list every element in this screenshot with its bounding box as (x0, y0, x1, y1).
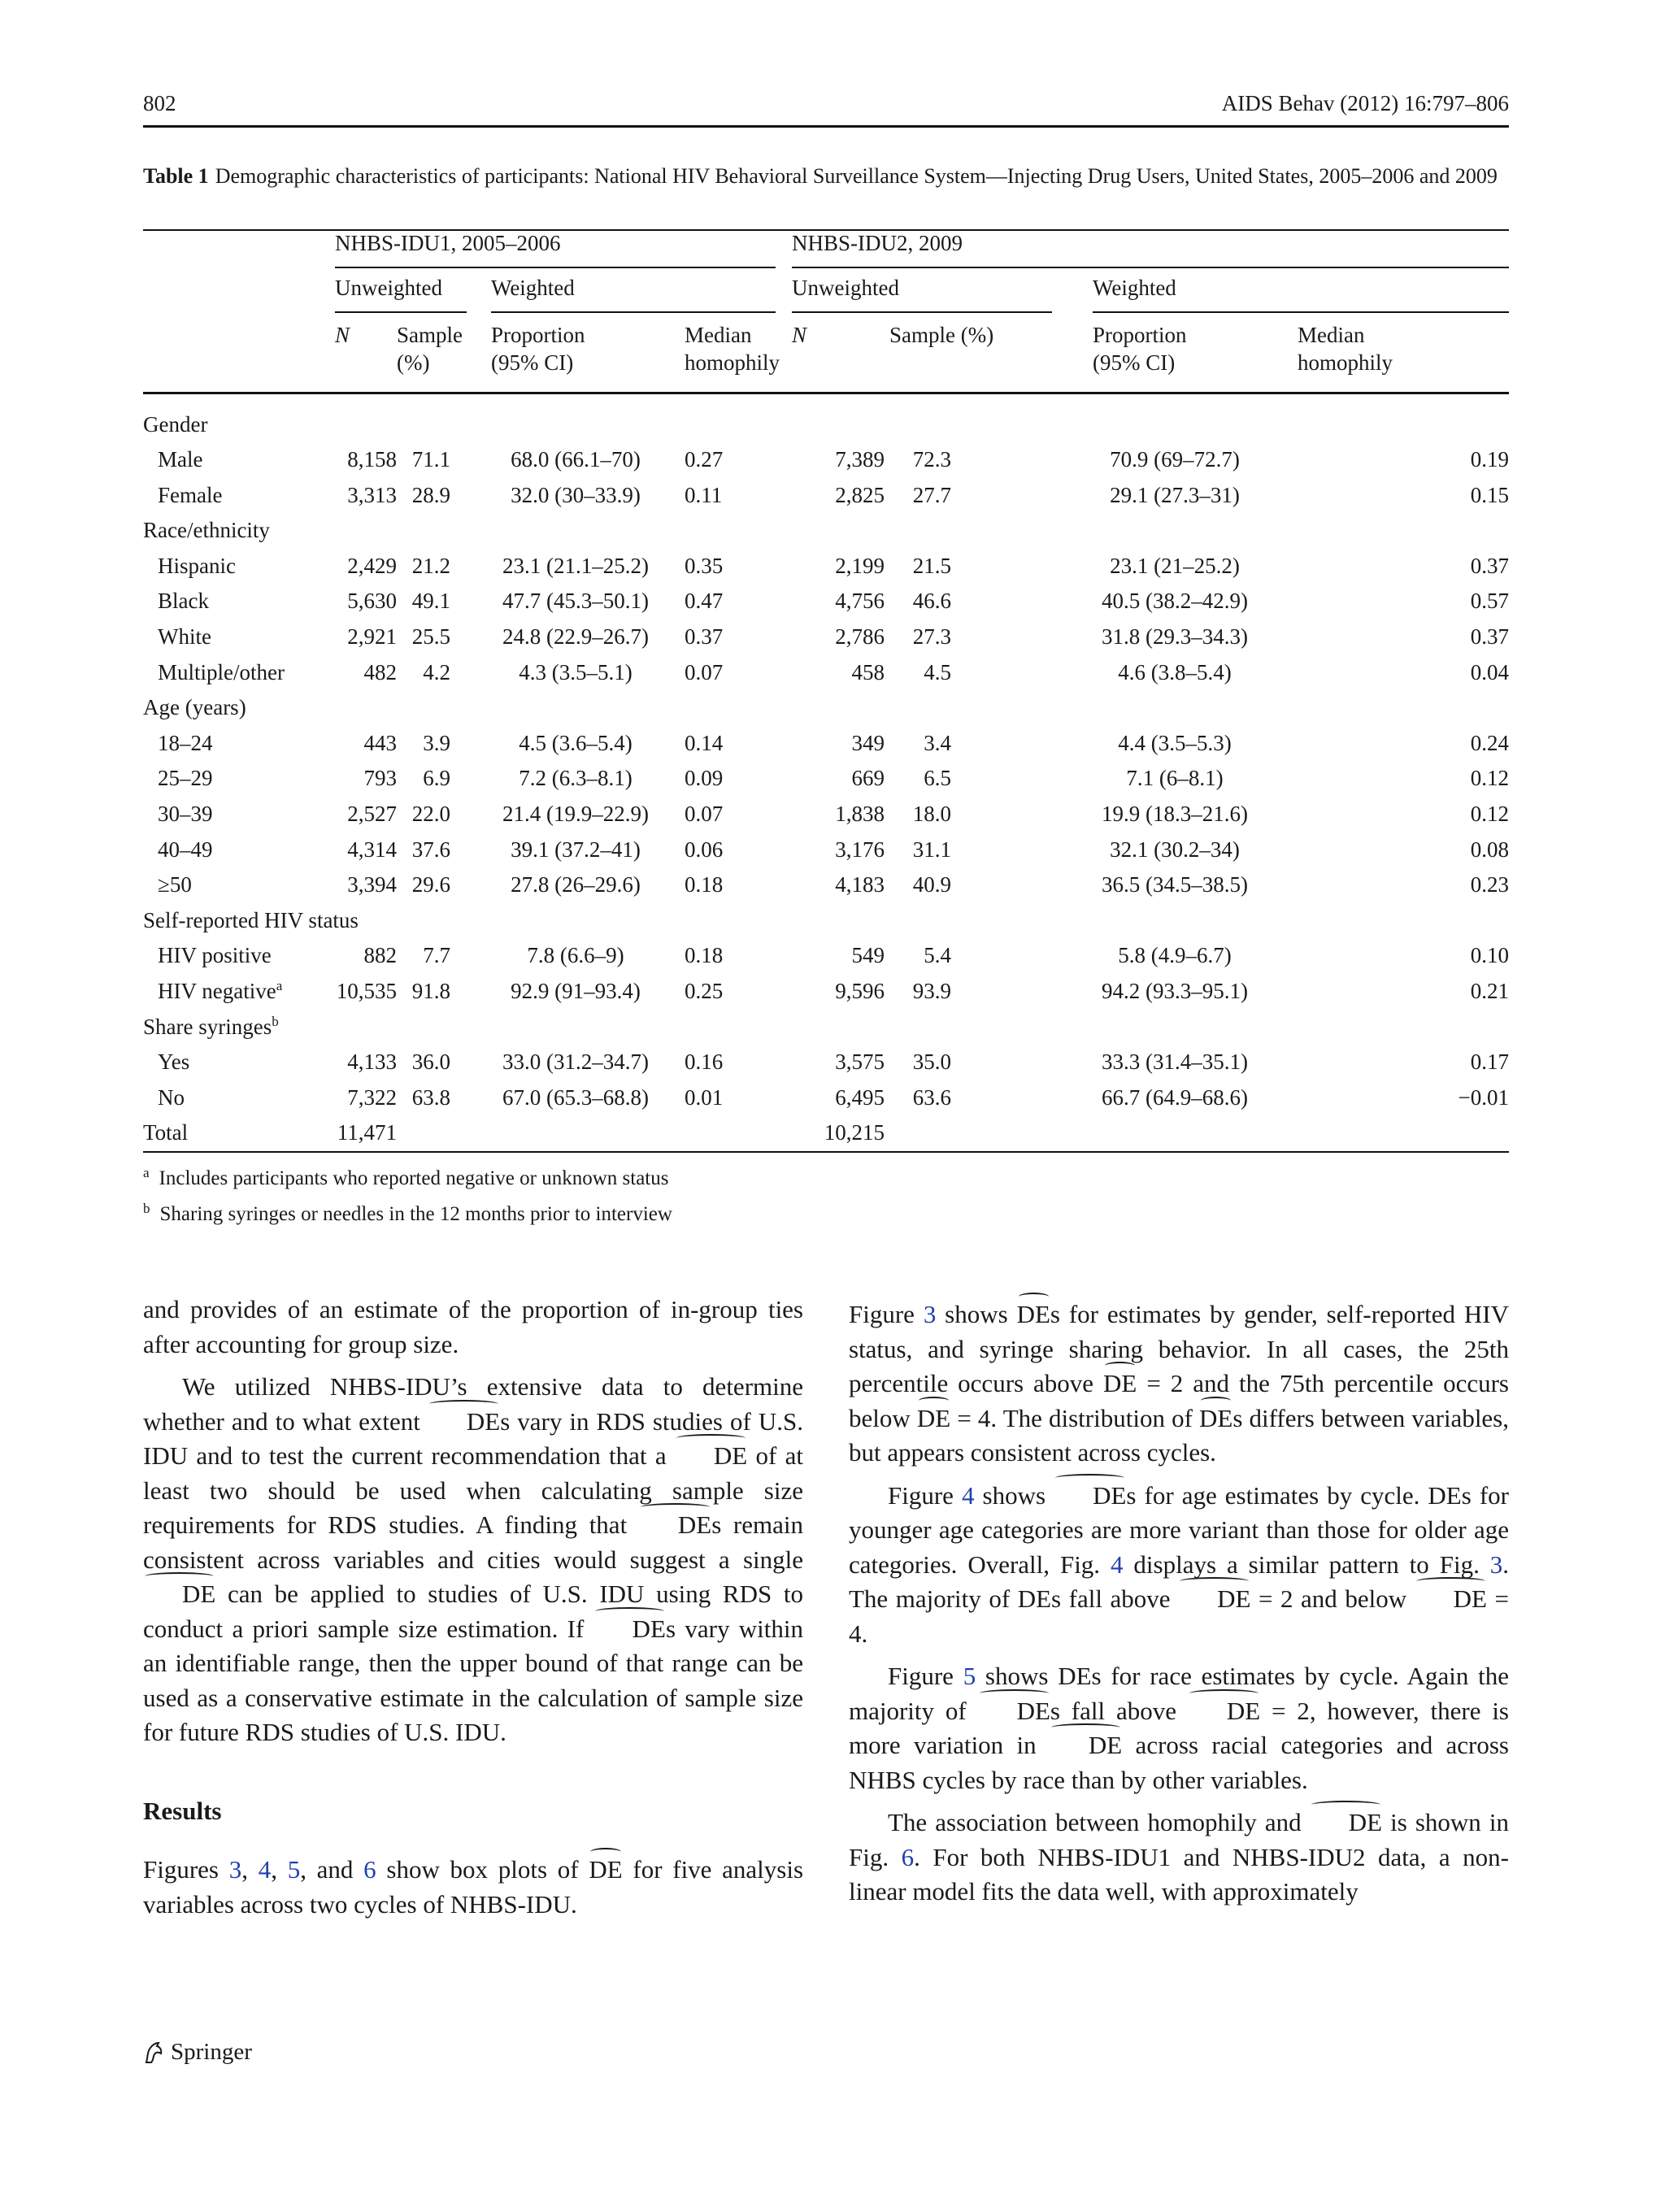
paragraph: Figure 4 shows DEs for age estimates by cycle. DEs for younger age categories are more variant than those for older age categories. Overall, Fig. 4 displays a similar pattern to Fig. 3. The majority of DEs fall above DE = 2 and below DE = 4. (849, 1479, 1509, 1652)
cell-n: 5,630 (347, 589, 397, 614)
group1-weighted-header: Weighted (491, 276, 792, 321)
cell-median-homophily: 0.16 (685, 1050, 724, 1075)
cell-proportion: 7.8 (6.6–9) (527, 943, 624, 968)
cell-spacer (951, 761, 1093, 797)
cell-proportion: 94.2 (93.3–95.1) (1102, 979, 1248, 1003)
cell-n: 2,921 (347, 624, 397, 650)
row-label: 40–49 (158, 837, 213, 862)
cell-proportion: 92.9 (91–93.4) (511, 979, 641, 1003)
table-total-row (143, 1115, 1509, 1152)
cell-proportion (1093, 1115, 1298, 1152)
cell-sample: 6.5 (924, 766, 952, 791)
cell-n: 4,133 (347, 1050, 397, 1075)
cell-n: 8,158 (347, 447, 397, 472)
cell-sample: 25.5 (411, 624, 450, 650)
figure-link[interactable]: 6 (363, 1855, 376, 1884)
cell-median-homophily: 0.12 (1470, 766, 1510, 791)
cell-spacer (951, 1115, 1093, 1152)
cell-sample (889, 1115, 951, 1152)
cell-sample: 35.0 (912, 1050, 952, 1075)
cell-proportion: 66.7 (64.9–68.6) (1102, 1084, 1248, 1110)
cell-proportion: 31.8 (29.3–34.3) (1102, 624, 1248, 650)
page-number: 802 (143, 91, 176, 115)
cell-spacer (951, 1080, 1093, 1116)
group1-label: NHBS-IDU1, 2005–2006 (335, 231, 776, 268)
left-column (143, 1293, 803, 1930)
cell-sample: 22.0 (411, 802, 450, 827)
cell-proportion: 67.0 (65.3–68.8) (502, 1084, 649, 1110)
cell-n: 3,394 (347, 872, 397, 897)
cell-proportion: 5.8 (4.9–6.7) (1118, 943, 1232, 968)
cell-n: 1,838 (835, 802, 885, 827)
row-label: Total (143, 1115, 335, 1152)
cell-proportion: 70.9 (69–72.7) (1110, 447, 1240, 472)
cell-median-homophily: 0.14 (685, 730, 724, 755)
cell-n: 2,527 (347, 802, 397, 827)
cell-spacer (951, 584, 1093, 619)
cell-sample: 40.9 (912, 872, 952, 897)
cell-spacer (951, 726, 1093, 762)
cell-median-homophily: 0.37 (685, 624, 724, 650)
cell-proportion: 39.1 (37.2–41) (511, 837, 641, 862)
table-category-row (143, 1010, 1509, 1045)
cell-proportion: 4.4 (3.5–5.3) (1118, 730, 1232, 755)
group2-weighted-header: Weighted (1093, 276, 1509, 321)
table-caption-text: Demographic characteristics of participants: National HIV Behavioral Surveillance System—Injecting Drug Users, United States, 2005–2006 and 2009 (215, 164, 1498, 188)
group1-unweighted-header: Unweighted (335, 276, 491, 321)
row-label: Black (158, 589, 209, 614)
cell-median-homophily: 0.24 (1470, 730, 1510, 755)
cell-proportion: 7.1 (6–8.1) (1126, 766, 1224, 791)
cell-proportion: 29.1 (27.3–31) (1110, 482, 1240, 507)
table-row (143, 619, 1509, 655)
cell-spacer (951, 1045, 1093, 1080)
cell-n: 882 (363, 943, 397, 968)
cell-sample: 46.6 (912, 589, 952, 614)
cell-median-homophily: 0.23 (1470, 872, 1510, 897)
section-heading-results: Results (143, 1796, 222, 1825)
cell-spacer (951, 549, 1093, 585)
col-proportion-2: Proportion (95% CI) (1093, 321, 1298, 393)
cell-median-homophily: 0.07 (685, 802, 724, 827)
figure-link[interactable]: 4 (961, 1480, 975, 1510)
row-filler (335, 513, 1509, 549)
paragraph: and provides of an estimate of the proportion of in-group ties after accounting for group size. (143, 1295, 803, 1358)
table-footnotes (143, 1161, 1509, 1232)
cell-sample: 49.1 (411, 589, 450, 614)
col-n-1: N (335, 321, 397, 393)
cell-median-homophily: 0.07 (685, 659, 724, 684)
table-row (143, 797, 1509, 832)
cell-sample: 3.9 (423, 730, 450, 755)
row-label: 18–24 (158, 730, 213, 755)
cell-proportion: 7.2 (6.3–8.1) (519, 766, 633, 791)
cell-median-homophily (1298, 1115, 1509, 1152)
cell-n: 7,389 (835, 447, 885, 472)
cell-median-homophily (685, 1115, 792, 1152)
cell-sample: 7.7 (423, 943, 450, 968)
figure-link[interactable]: 3 (228, 1855, 242, 1884)
table-row (143, 726, 1509, 762)
cell-sample: 37.6 (411, 837, 450, 862)
cell-median-homophily: 0.25 (685, 979, 724, 1003)
row-label: Share syringes$^b$ (143, 1013, 279, 1039)
cell-median-homophily: 0.08 (1470, 837, 1510, 862)
cell-median-homophily: 0.18 (685, 943, 724, 968)
row-label: 30–39 (158, 802, 213, 827)
row-label: Age (years) (143, 695, 246, 720)
row-filler (335, 903, 1509, 939)
cell-median-homophily: 0.01 (685, 1084, 724, 1110)
col-median-homophily-1: Median homophily (685, 321, 792, 393)
cell-median-homophily: 0.15 (1470, 482, 1510, 507)
cell-proportion (491, 1115, 685, 1152)
cell-sample: 63.8 (411, 1084, 450, 1110)
cell-median-homophily: −0.01 (1458, 1084, 1510, 1110)
cell-n: 3,313 (347, 482, 397, 507)
row-label: Hispanic (158, 553, 236, 578)
cell-proportion: 19.9 (18.3–21.6) (1102, 802, 1248, 827)
cell-n: 349 (851, 730, 885, 755)
cell-n: 6,495 (835, 1084, 885, 1110)
cell-n: 7,322 (347, 1084, 397, 1110)
cell-n: 458 (851, 659, 885, 684)
paragraph: We utilized NHBS-IDU’s extensive data to determine whether and to what extent DEs vary in RDS studies of U.S. IDU and to test the current recommendation that a DE of at least two should be used when calculating sample size requirements for RDS studies. A finding that DEs remain consistent across variables and cities would suggest a single DE can be applied to studies of U.S. IDU using RDS to conduct a priori sample size estimation. If DEs vary within an identifiable range, then the upper bound of that range can be used as a conservative estimate in the calculation of sample size for future RDS studies of U.S. IDU. (143, 1372, 804, 1746)
row-label: Race/ethnicity (143, 518, 270, 543)
cell-spacer (951, 442, 1093, 478)
table-row (143, 867, 1509, 903)
table-category-row (143, 513, 1509, 549)
paragraph: Figure 5 shows DEs for race estimates by cycle. Again the majority of DEs fall above DE = 2, however, there is more variation in DE across racial categories and across NHBS cycles by race than by other variables. (849, 1662, 1510, 1794)
cell-proportion: 4.5 (3.6–5.4) (519, 730, 633, 755)
table-row (143, 655, 1509, 691)
cell-proportion: 32.1 (30.2–34) (1110, 837, 1240, 862)
row-label: HIV negative$^a$ (158, 978, 283, 1003)
table-label: Table 1 (143, 164, 209, 188)
group2-unweighted-header: Unweighted (792, 276, 1093, 321)
cell-proportion: 4.6 (3.8–5.4) (1118, 659, 1232, 684)
paragraph: Figure 3 shows DEs for estimates by gender, self-reported HIV status, and syringe sharing behavior. In all cases, the 25th percentile occurs above DE = 2 and the 75th percentile occurs below DE = 4. The distribution of DEs differs between variables, but appears consistent across cycles. (849, 1297, 1509, 1471)
row-label: ≥50 (158, 872, 192, 897)
header-rule (143, 125, 1509, 128)
figure-link[interactable]: 5 (287, 1855, 301, 1884)
cell-proportion: 36.5 (34.5–38.5) (1102, 872, 1248, 897)
cell-median-homophily: 0.11 (685, 482, 723, 507)
row-filler (335, 690, 1509, 726)
publisher-name: Springer (171, 2039, 252, 2065)
cell-median-homophily: 0.19 (1470, 447, 1510, 472)
table-row (143, 549, 1509, 585)
cell-spacer (951, 478, 1093, 514)
cell-spacer (951, 938, 1093, 974)
cell-sample: 29.6 (411, 872, 450, 897)
row-label: Male (158, 447, 203, 472)
cell-proportion: 32.0 (30–33.9) (511, 482, 641, 507)
paragraph: The association between homophily and DE is shown in Fig. 6. For both NHBS-IDU1 and NHBS-IDU2 data, a non-linear model fits the data well, with approximately (849, 1806, 1509, 1910)
table-row (143, 1045, 1509, 1080)
col-sample-1: Sample (%) (397, 321, 491, 393)
cell-sample: 63.6 (912, 1084, 952, 1110)
journal-reference: AIDS Behav (2012) 16:797–806 (1221, 91, 1509, 115)
col-proportion-1: Proportion (95% CI) (491, 321, 685, 393)
cell-spacer (951, 867, 1093, 903)
row-label: Multiple/other (158, 659, 285, 684)
cell-proportion: 21.4 (19.9–22.9) (502, 802, 649, 827)
table-row (143, 974, 1509, 1010)
table-category-row (143, 903, 1509, 939)
table-row (143, 584, 1509, 619)
cell-proportion: 33.3 (31.4–35.1) (1102, 1050, 1248, 1075)
cell-proportion: 40.5 (38.2–42.9) (1102, 589, 1248, 614)
table-body (143, 393, 1509, 1152)
cell-n: 3,575 (835, 1050, 885, 1075)
table-row (143, 478, 1509, 514)
cell-n: 482 (363, 659, 397, 684)
cell-n: 4,756 (835, 589, 885, 614)
cell-median-homophily: 0.47 (685, 589, 724, 614)
group2-header (792, 230, 1509, 276)
cell-n: 4,183 (835, 872, 885, 897)
springer-horse-icon (143, 2040, 164, 2065)
group2-label: NHBS-IDU2, 2009 (792, 231, 1509, 268)
figure-link[interactable]: 3 (923, 1300, 937, 1328)
cell-n: 793 (363, 766, 397, 791)
cell-n: 443 (363, 730, 397, 755)
figure-link[interactable]: 4 (1111, 1549, 1124, 1579)
cell-median-homophily: 0.09 (685, 766, 724, 791)
footnote-b: $^b$ Sharing syringes or needles in the 12 months prior to interview (143, 1200, 672, 1225)
figure-link[interactable]: 4 (258, 1855, 272, 1884)
cell-median-homophily: 0.57 (1470, 589, 1510, 614)
cell-sample: 4.2 (423, 659, 450, 684)
cell-n: 2,199 (835, 553, 885, 578)
cell-median-homophily: 0.37 (1470, 624, 1510, 650)
running-header (143, 91, 1509, 130)
table-caption (143, 163, 1509, 189)
cell-sample: 71.1 (411, 447, 450, 472)
row-label: No (158, 1084, 185, 1110)
cell-sample: 3.4 (924, 730, 952, 755)
row-label: HIV positive (158, 943, 272, 968)
cell-median-homophily: 0.18 (685, 872, 724, 897)
cell-median-homophily: 0.27 (685, 447, 724, 472)
figure-link[interactable]: 6 (901, 1842, 915, 1871)
cell-n: 10,535 (336, 979, 397, 1003)
col-n-2: N (792, 321, 889, 393)
header-blank (143, 230, 335, 276)
row-label: Yes (158, 1050, 190, 1075)
figure-link[interactable]: 3 (1489, 1549, 1503, 1579)
cell-proportion: 27.8 (26–29.6) (511, 872, 641, 897)
cell-median-homophily: 0.17 (1470, 1050, 1510, 1075)
table-row (143, 761, 1509, 797)
cell-sample: 27.3 (912, 624, 952, 650)
cell-spacer (951, 974, 1093, 1010)
table-category-row (143, 690, 1509, 726)
cell-n: 2,429 (347, 553, 397, 578)
row-label: White (158, 624, 211, 650)
table-row (143, 1080, 1509, 1116)
cell-median-homophily: 0.37 (1470, 553, 1510, 578)
cell-n: 10,215 (792, 1115, 889, 1152)
cell-sample: 21.5 (912, 553, 952, 578)
cell-sample: 4.5 (924, 659, 952, 684)
row-label: Female (158, 482, 223, 507)
cell-sample: 27.7 (912, 482, 952, 507)
cell-median-homophily: 0.10 (1470, 943, 1510, 968)
cell-sample (397, 1115, 491, 1152)
cell-n: 9,596 (835, 979, 885, 1003)
cell-n: 3,176 (835, 837, 885, 862)
cell-proportion: 24.8 (22.9–26.7) (502, 624, 649, 650)
cell-sample: 31.1 (912, 837, 952, 862)
table-category-row (143, 393, 1509, 442)
table-row (143, 832, 1509, 868)
row-filler (335, 1010, 1509, 1045)
cell-sample: 5.4 (924, 943, 952, 968)
cell-proportion: 47.7 (45.3–50.1) (502, 589, 649, 614)
cell-sample: 28.9 (411, 482, 450, 507)
cell-n: 2,825 (835, 482, 885, 507)
cell-n: 669 (851, 766, 885, 791)
cell-proportion: 33.0 (31.2–34.7) (502, 1050, 649, 1075)
cell-median-homophily: 0.35 (685, 553, 724, 578)
cell-spacer (951, 655, 1093, 691)
cell-sample: 93.9 (912, 979, 952, 1003)
col-median-homophily-2: Median homophily (1298, 321, 1509, 393)
cell-sample: 18.0 (912, 802, 952, 827)
cell-sample: 6.9 (423, 766, 450, 791)
table-row (143, 938, 1509, 974)
row-label: Gender (143, 411, 208, 437)
cell-sample: 72.3 (912, 447, 952, 472)
cell-n: 549 (851, 943, 885, 968)
cell-spacer (951, 832, 1093, 868)
cell-spacer (951, 619, 1093, 655)
cell-proportion: 4.3 (3.5–5.1) (519, 659, 633, 684)
group1-header (335, 230, 792, 276)
cell-median-homophily: 0.06 (685, 837, 724, 862)
right-column (849, 1297, 1509, 1918)
cell-median-homophily: 0.12 (1470, 802, 1510, 827)
cell-median-homophily: 0.21 (1470, 979, 1510, 1003)
cell-proportion: 23.1 (21.1–25.2) (502, 553, 649, 578)
cell-sample: 91.8 (411, 979, 450, 1003)
figure-link[interactable]: 5 (963, 1662, 976, 1690)
cell-median-homophily: 0.04 (1470, 659, 1510, 684)
cell-n: 2,786 (835, 624, 885, 650)
cell-proportion: 68.0 (66.1–70) (511, 447, 641, 472)
footnote-a: $^a$ Includes participants who reported negative or unknown status (143, 1164, 669, 1189)
cell-proportion: 23.1 (21–25.2) (1110, 553, 1240, 578)
table-row (143, 442, 1509, 478)
cell-sample: 36.0 (411, 1050, 450, 1075)
publisher-footer (143, 2039, 252, 2066)
demographics-table (143, 229, 1509, 1153)
row-label: Self-reported HIV status (143, 907, 359, 932)
paragraph: Figures 3, 4, 5, and 6 show box plots of DE for five analysis variables across two cycles of NHBS-IDU. (143, 1853, 803, 1922)
cell-n: 11,471 (335, 1115, 397, 1152)
col-sample-2: Sample (%) (889, 321, 1093, 393)
row-label: 25–29 (158, 766, 213, 791)
cell-spacer (951, 797, 1093, 832)
cell-sample: 21.2 (411, 553, 450, 578)
row-filler (335, 393, 1509, 442)
cell-n: 4,314 (347, 837, 397, 862)
